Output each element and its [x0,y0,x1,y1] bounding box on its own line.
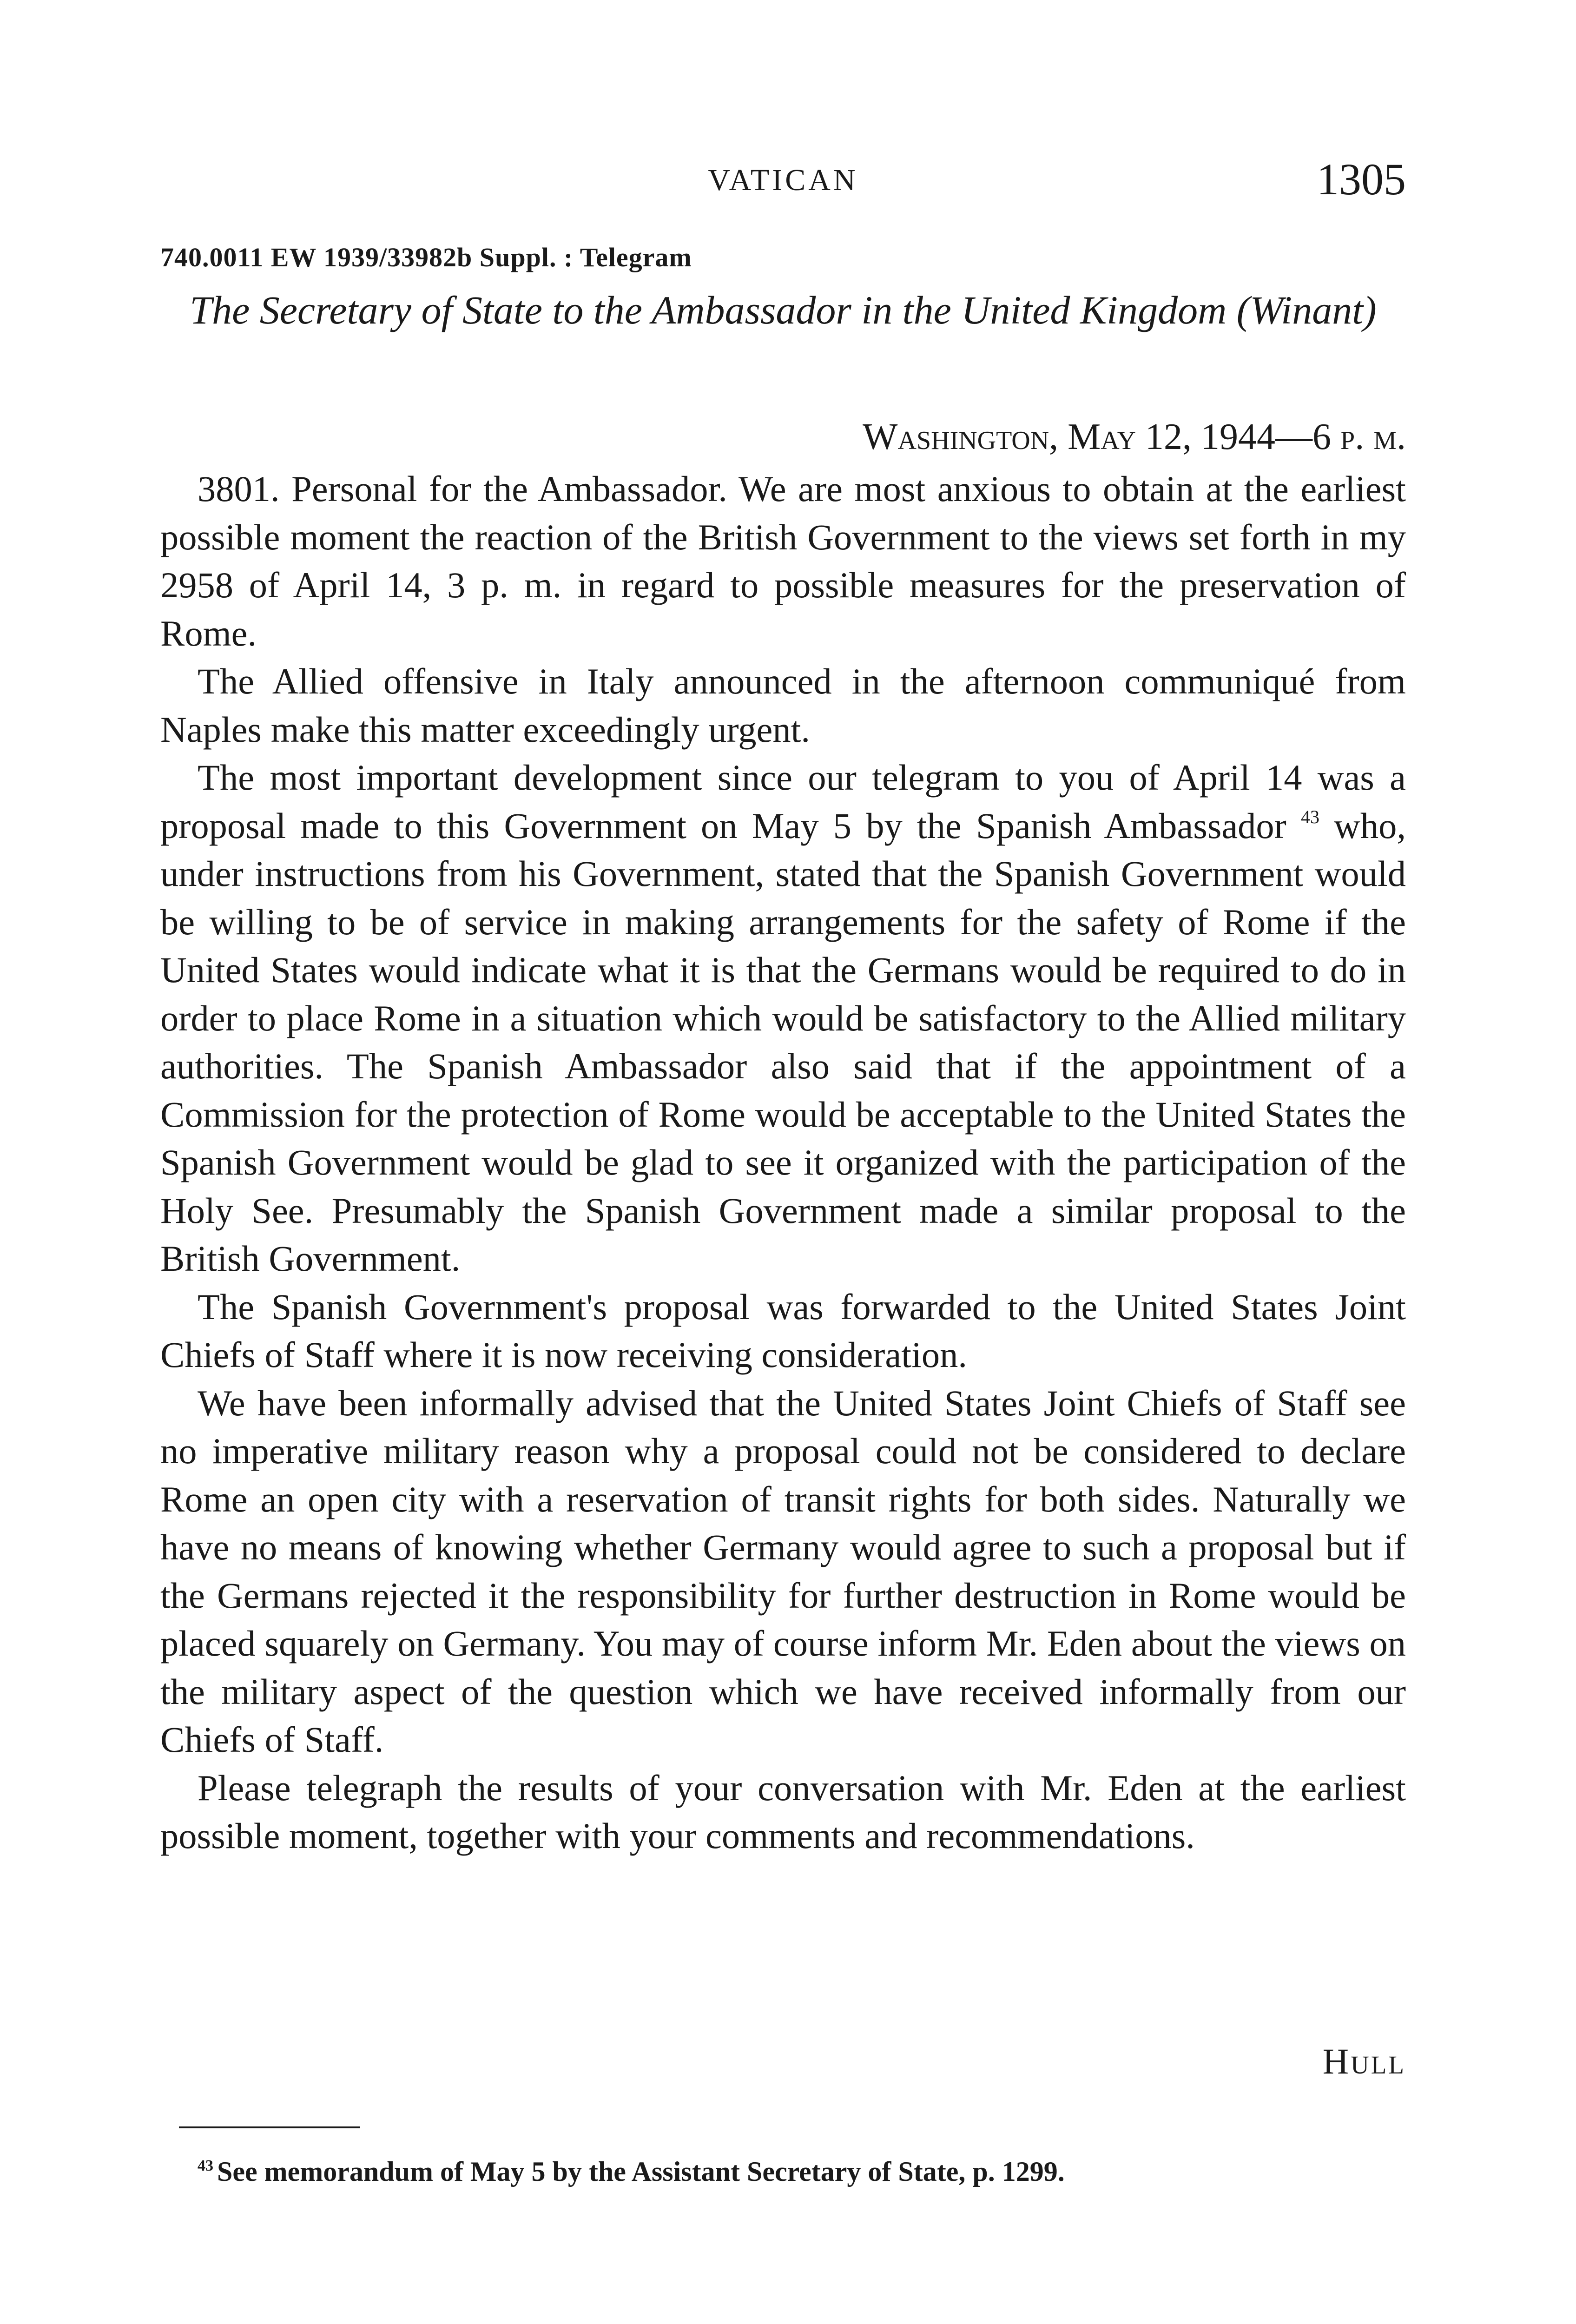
paragraph-text: who, under instructions from his Government, stated that the Spanish Government would be willing to be of service in making arrangements for the safety of Rome if the United States would indicate what it is that the Germans would be required to do in order to place Rome in a situation which would be satisfactory to the Allied military authorities. The Spanish Ambassador also said that if the appointment of a Commission for the protection of Rome would be acceptable to the United States the Spanish Government would be glad to see it organized with the participation of the Holy See. Presumably the Spanish Government made a similar proposal to the British Government. [160,805,1406,1279]
document-page [160,0,1406,2324]
running-header [160,153,1406,205]
paragraph [160,753,1406,1283]
page-number: 1305 [1317,154,1406,204]
footnote [198,2156,1065,2188]
telegram-body [160,465,1406,1860]
paragraph: The Spanish Government's proposal was forwarded to the United States Joint Chiefs of Staff where it is now receiving consideration. [160,1286,1406,1375]
paragraph-text: The most important development since our telegram to you of April 14 was a proposal made to this Government on May 5 by the Spanish Ambassador [160,757,1406,846]
paragraph: The Allied offensive in Italy announced in the afternoon communiqué from Naples make this matter exceedingly urgent. [160,661,1406,750]
footnote-divider [179,2126,360,2128]
footnote-reference: 43 [1301,806,1319,827]
document-title: The Secretary of State to the Ambassador in the United Kingdom (Winant) [190,288,1377,332]
signature: Hull [1322,2041,1406,2081]
paragraph: 3801. Personal for the Ambassador. We are most anxious to obtain at the earliest possible moment the reaction of the British Government to the views set forth in my 2958 of April 14, 3 p. m. in regard to possible measures for the preservation of Rome. [160,469,1406,654]
file-reference: 740.0011 EW 1939/33982b Suppl. : Telegram [160,242,692,272]
footnote-text: See memorandum of May 5 by the Assistant Secretary of State, p. 1299. [217,2156,1065,2187]
paragraph: Please telegraph the results of your conversation with Mr. Eden at the earliest possible moment, together with your comments and recommendations. [160,1767,1406,1856]
footnote-marker: 43 [198,2157,213,2174]
dateline: Washington, May 12, 1944—6 p. m. [863,416,1406,457]
running-title: VATICAN [708,163,858,197]
paragraph: We have been informally advised that the United States Joint Chiefs of Staff see no imperative military reason why a proposal could not be considered to declare Rome an open city with a reservation of transit rights for both sides. Naturally we have no means of knowing whether Germany would agree to such a proposal but if the Germans rejected it the responsibility for further destruction in Rome would be placed squarely on Germany. You may of course inform Mr. Eden about the views on the military aspect of the question which we have received informally from our Chiefs of Staff. [160,1382,1406,1760]
